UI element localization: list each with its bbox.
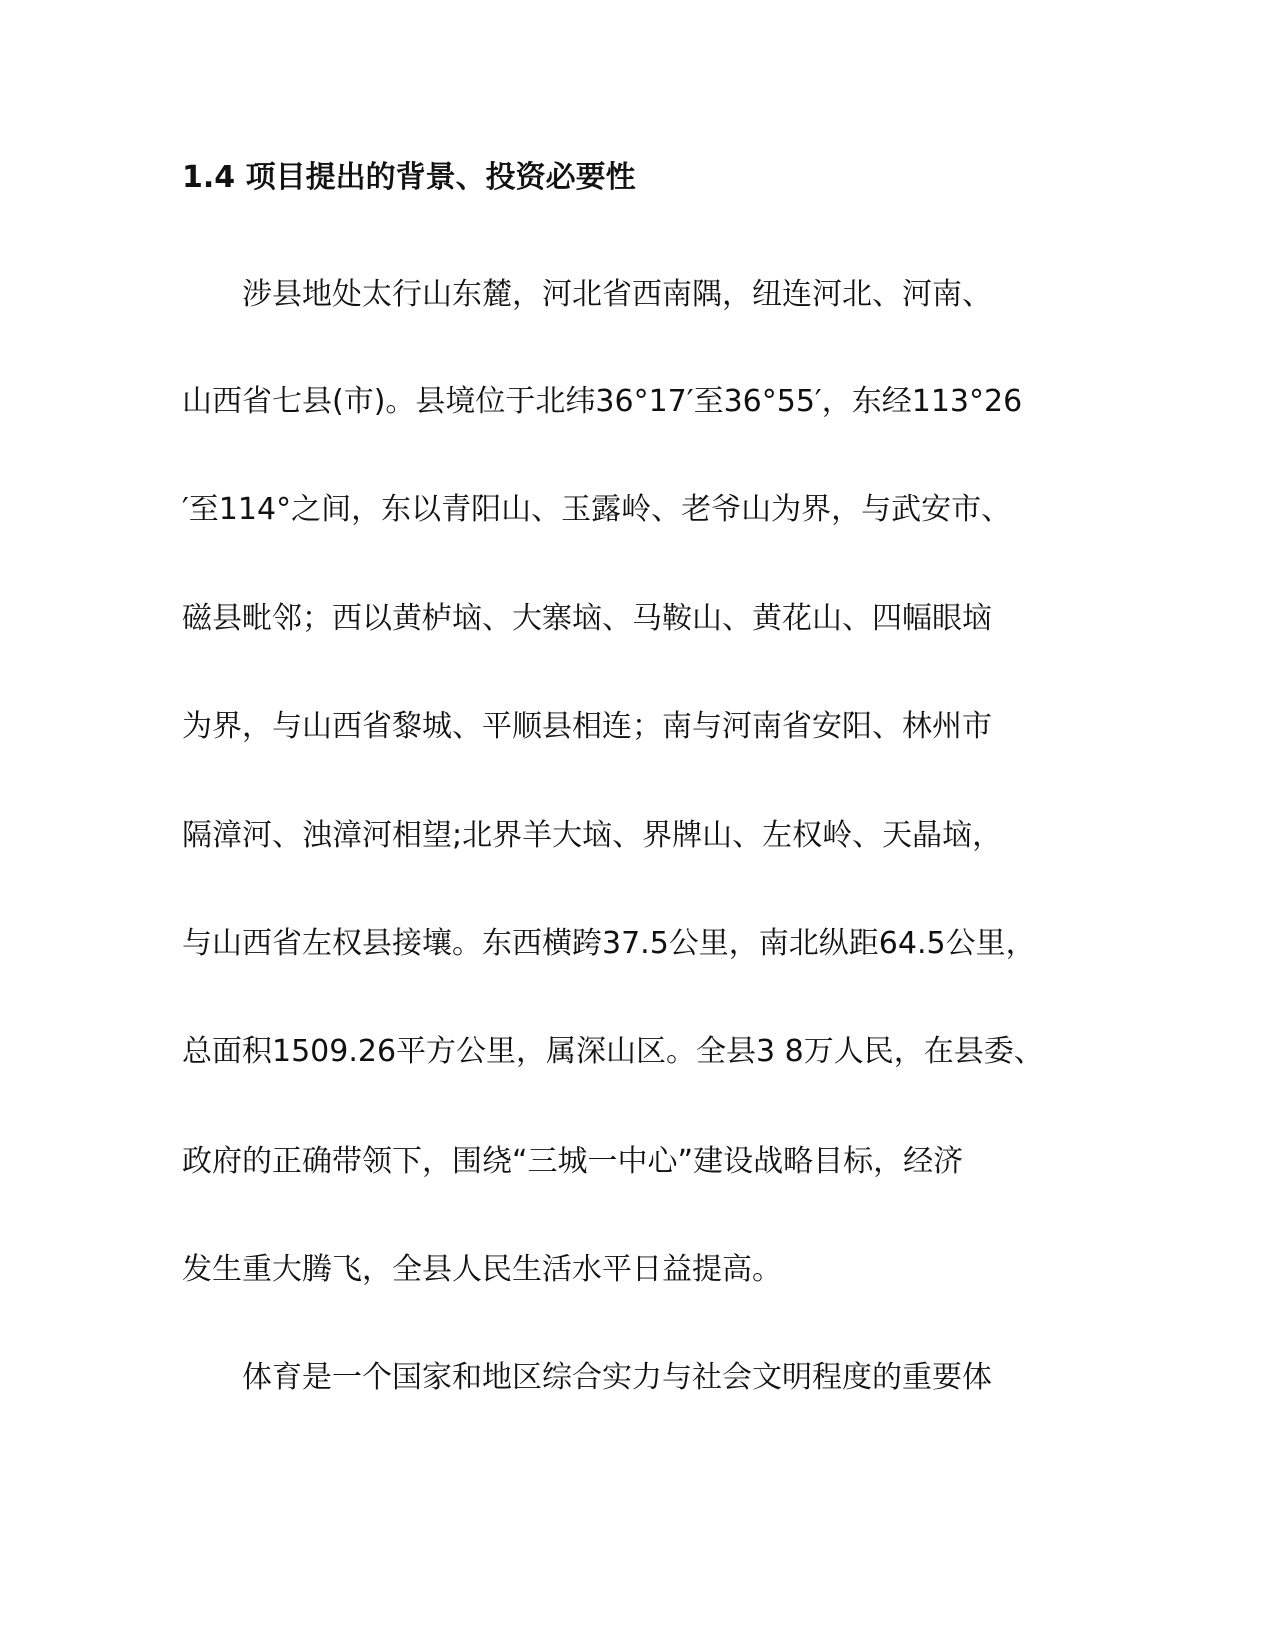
paragraph-1-line-1: 涉县地处太行山东麓，河北省西南隅，纽连河北、河南、 (242, 277, 992, 312)
paragraph-1-line-6: 隔漳河、浊漳河相望;北界羊大垴、界牌山、左权岭、天晶垴， (182, 818, 1003, 853)
paragraph-1-line-9: 政府的正确带领下，围绕“三城一中心”建设战略目标，经济 (182, 1144, 964, 1179)
paragraph-1-line-7: 与山西省左权县接壤。东西横跨37.5公里，南北纵距64.5公里， (182, 926, 1036, 961)
paragraph-2-line-1: 体育是一个国家和地区综合实力与社会文明程度的重要体 (242, 1360, 992, 1395)
paragraph-1-line-5: 为界，与山西省黎城、平顺县相连；南与河南省安阳、林州市 (182, 709, 992, 744)
paragraph-1-line-10: 发生重大腾飞，全县人民生活水平日益提高。 (182, 1252, 782, 1287)
section-heading: 1.4 项目提出的背景、投资必要性 (182, 160, 636, 195)
paragraph-1-line-2: 山西省七县(市)。县境位于北纬36°17′至36°55′，东经113°26 (182, 384, 1023, 419)
paragraph-1-line-3: ′至114°之间，东以青阳山、玉露岭、老爷山为界，与武安市、 (182, 492, 1012, 527)
paragraph-1-line-4: 磁县毗邻；西以黄栌垴、大寨垴、马鞍山、黄花山、四幅眼垴 (182, 601, 992, 636)
paragraph-1-line-8: 总面积1509.26平方公里，属深山区。全县3 8万人民，在县委、 (182, 1034, 1044, 1069)
